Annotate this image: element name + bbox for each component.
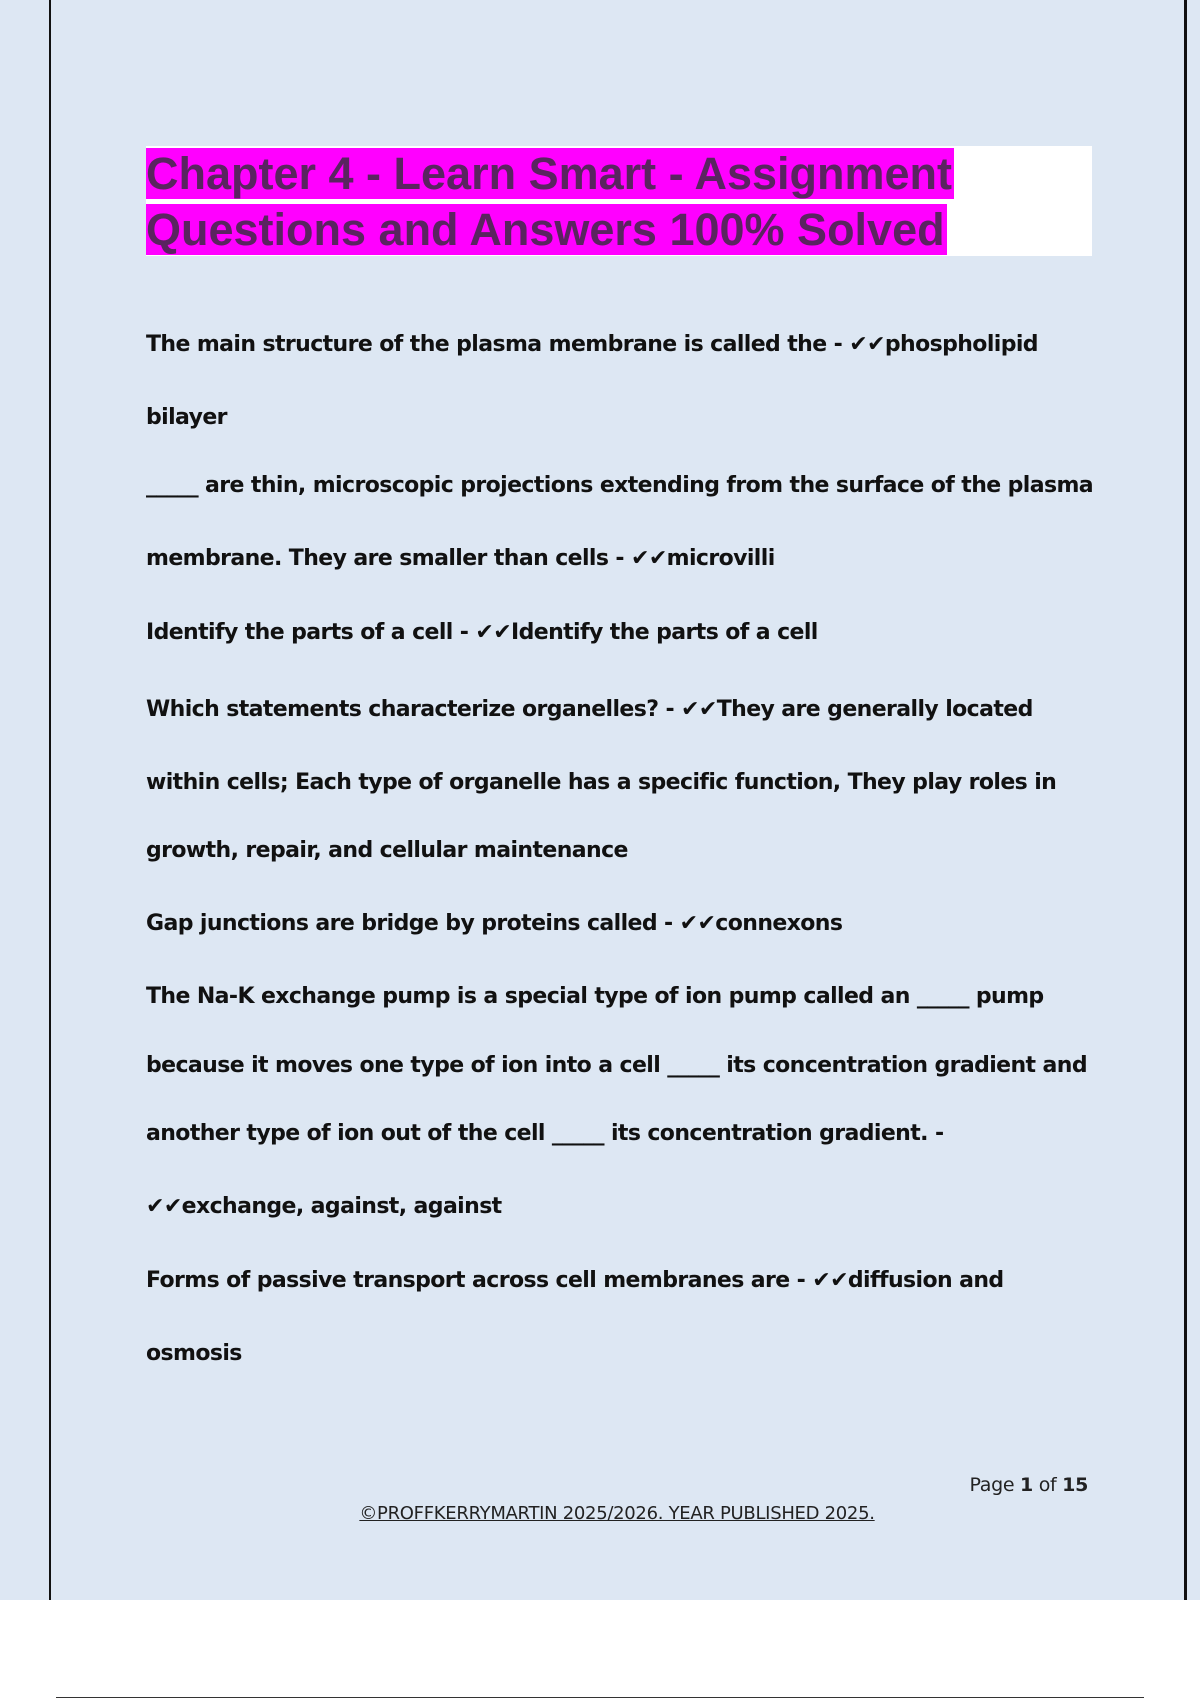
page-border-right: [1184, 0, 1187, 1600]
page-border-left: [49, 0, 51, 1600]
body-line: osmosis: [146, 1341, 242, 1366]
page-number: [969, 1474, 1088, 1496]
body-line: The main structure of the plasma membrane is called the - ✔✔phospholipid: [146, 332, 1038, 357]
body-line: Forms of passive transport across cell membranes are - ✔✔diffusion and: [146, 1268, 1004, 1293]
next-page-divider: [56, 1697, 1144, 1698]
body-line: _____ are thin, microscopic projections extending from the surface of the plasma: [146, 473, 1094, 498]
body-line: ✔✔exchange, against, against: [146, 1194, 502, 1219]
document-title-line-1: Chapter 4 - Learn Smart - Assignment: [146, 148, 953, 199]
copyright-footer: ©PROFFKERRYMARTIN 2025/2026. YEAR PUBLISHED 2025.: [359, 1503, 875, 1524]
body-line: another type of ion out of the cell _____ its concentration gradient. -: [146, 1121, 944, 1146]
page-current: 1: [1020, 1474, 1033, 1496]
body-line: membrane. They are smaller than cells - ✔✔microvilli: [146, 546, 775, 571]
body-line: bilayer: [146, 405, 227, 430]
body-line: growth, repair, and cellular maintenance: [146, 838, 628, 863]
body-line: Identify the parts of a cell - ✔✔Identify the parts of a cell: [146, 620, 818, 645]
body-line: within cells; Each type of organelle has a specific function, They play roles in: [146, 770, 1057, 795]
page-of: of: [1038, 1474, 1057, 1496]
body-line: The Na-K exchange pump is a special type of ion pump called an _____ pump: [146, 984, 1044, 1009]
page-total: 15: [1062, 1474, 1088, 1496]
body-line: because it moves one type of ion into a cell _____ its concentration gradient and: [146, 1053, 1087, 1078]
page-label: Page: [969, 1474, 1015, 1496]
body-line: Gap junctions are bridge by proteins called - ✔✔connexons: [146, 911, 843, 936]
body-line: Which statements characterize organelles? - ✔✔They are generally located: [146, 697, 1033, 722]
document-title-line-2: Questions and Answers 100% Solved: [146, 204, 945, 255]
document-title: [146, 146, 954, 258]
